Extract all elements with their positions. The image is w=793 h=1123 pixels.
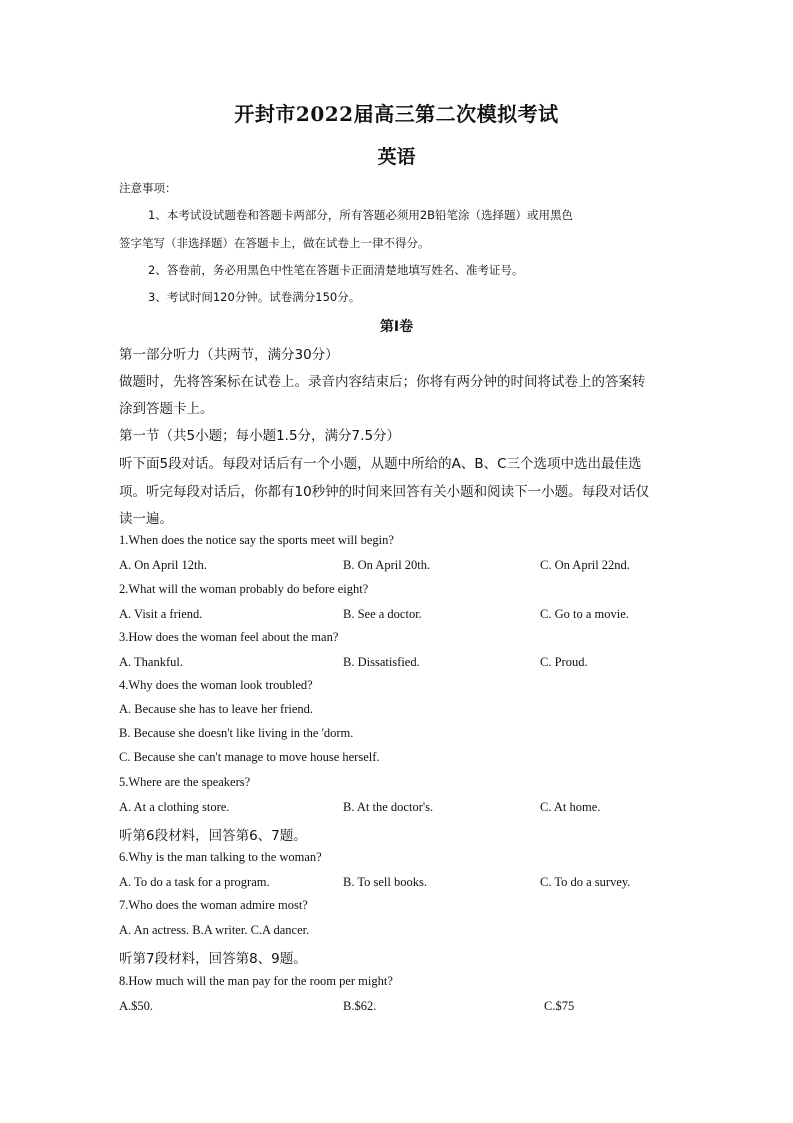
question-1-stem: 1.When does the notice say the sports meet will begin?: [119, 533, 394, 547]
exam-title: 开封市2022届高三第二次模拟考试: [234, 102, 559, 126]
question-5-stem: 5.Where are the speakers?: [119, 775, 251, 789]
question-3-option-a: A. Thankful.: [119, 655, 183, 669]
section1-instruction-line-1: 听下面5段对话。每段对话后有一个小题，从题中所给的A、B、C三个选项中选出最佳选: [119, 456, 642, 472]
question-1-option-a: A. On April 12th.: [119, 558, 207, 572]
notice-item-3: 3、考试时间120分钟。试卷满分150分。: [148, 290, 361, 304]
question-6-stem: 6.Why is the man talking to the woman?: [119, 850, 322, 864]
question-5-option-a: A. At a clothing store.: [119, 800, 230, 814]
subject-title: 英语: [377, 146, 416, 168]
notice-item-1-line-2: 签字笔写（非选择题）在答题卡上，做在试卷上一律不得分。: [119, 236, 430, 250]
question-5-option-b: B. At the doctor's.: [343, 800, 434, 814]
notice-item-2: 2、答卷前，务必用黑色中性笔在答题卡正面清楚地填写姓名、准考证号。: [148, 263, 524, 277]
section1-heading: 第一节（共5小题；每小题1.5分，满分7.5分）: [119, 428, 401, 444]
question-6-option-c: C. To do a survey.: [540, 875, 631, 889]
material-6-instruction: 听第6段材料，回答第6、7题。: [119, 828, 307, 844]
question-8-option-b: B.$62.: [343, 999, 377, 1013]
question-5-option-c: C. At home.: [540, 800, 601, 814]
part1-heading: 第一部分听力（共两节，满分30分）: [119, 347, 339, 363]
question-7-stem: 7.Who does the woman admire most?: [119, 898, 308, 912]
question-7-options: A. An actress. B.A writer. C.A dancer.: [119, 923, 310, 937]
section1-instruction-line-3: 读一遍。: [119, 511, 173, 527]
question-2-stem: 2.What will the woman probably do before eight?: [119, 582, 369, 596]
question-2-option-c: C. Go to a movie.: [540, 607, 629, 621]
question-3-option-c: C. Proud.: [540, 655, 588, 669]
part1-instruction-line-2: 涂到答题卡上。: [119, 401, 214, 417]
question-1-option-c: C. On April 22nd.: [540, 558, 630, 572]
question-3-option-b: B. Dissatisfied.: [343, 655, 420, 669]
section1-instruction-line-2: 项。听完每段对话后，你都有10秒钟的时间来回答有关小题和阅读下一小题。每段对话仅: [119, 484, 650, 500]
part1-instruction-line-1: 做题时，先将答案标在试卷上。录音内容结束后；你将有两分钟的时间将试卷上的答案转: [119, 374, 646, 390]
question-1-option-b: B. On April 20th.: [343, 558, 431, 572]
question-4-option-b: B. Because she doesn't like living in the 'dorm.: [119, 726, 354, 740]
question-4-stem: 4.Why does the woman look troubled?: [119, 678, 313, 692]
volume-heading: 第I卷: [379, 319, 414, 335]
notice-item-1-line-1: 1、本考试设试题卷和答题卡两部分，所有答题必须用2B铅笔涂（选择题）或用黑色: [148, 208, 574, 222]
notice-heading: 注意事项：: [119, 181, 177, 195]
question-4-option-c: C. Because she can't manage to move house herself.: [119, 750, 380, 764]
question-2-option-a: A. Visit a friend.: [119, 607, 203, 621]
question-3-stem: 3.How does the woman feel about the man?: [119, 630, 339, 644]
question-8-option-a: A.$50.: [119, 999, 154, 1013]
question-4-option-a: A. Because she has to leave her friend.: [119, 702, 314, 716]
question-8-stem: 8.How much will the man pay for the room per might?: [119, 974, 393, 988]
question-6-option-a: A. To do a task for a program.: [119, 875, 270, 889]
material-7-instruction: 听第7段材料，回答第8、9题。: [119, 951, 307, 967]
question-2-option-b: B. See a doctor.: [343, 607, 422, 621]
question-8-option-c: C.$75: [544, 999, 575, 1013]
question-6-option-b: B. To sell books.: [343, 875, 427, 889]
